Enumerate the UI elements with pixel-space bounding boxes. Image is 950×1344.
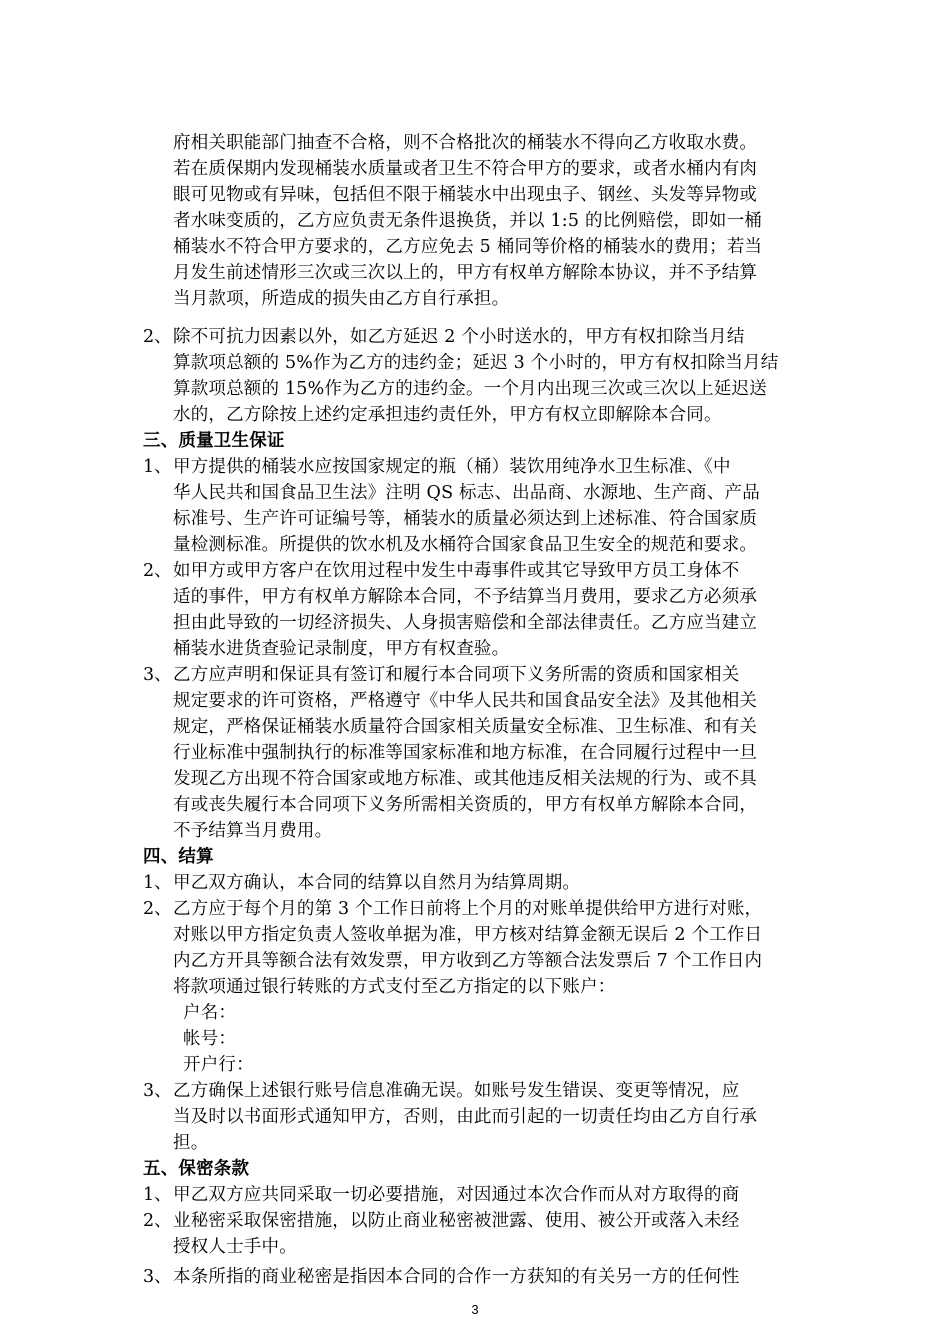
list-number: 2、: [143, 327, 172, 347]
text-line: 若在质保期内发现桶装水质量或者卫生不符合甲方的要求，或者水桶内有肉: [173, 159, 758, 179]
text-line: 发现乙方出现不符合国家或地方标准、或其他违反相关法规的行为、或不具: [173, 769, 758, 789]
text-line: 适的事件，甲方有权单方解除本合同，不予结算当月费用，要求乙方必须承: [173, 587, 758, 607]
list-number: 1、: [143, 457, 172, 477]
text-line: 眼可见物或有异味，包括但不限于桶装水中出现虫子、钢丝、头发等异物或: [173, 185, 758, 205]
text-line: 甲方提供的桶装水应按国家规定的瓶（桶）装饮用纯净水卫生标准、《中: [173, 457, 731, 477]
list-number: 3、: [143, 665, 172, 685]
text-line: 业秘密采取保密措施，以防止商业秘密被泄露、使用、被公开或落入未经: [173, 1211, 740, 1231]
text-line: 对账以甲方指定负责人签收单据为准，甲方核对结算金额无误后 2 个工作日: [173, 925, 763, 945]
text-line: 不予结算当月费用。: [173, 821, 333, 841]
text-line: 华人民共和国食品卫生法》注明 QS 标志、出品商、水源地、生产商、产品: [173, 483, 760, 503]
text-line: 除不可抗力因素以外，如乙方延迟 2 个小时送水的，甲方有权扣除当月结: [173, 327, 745, 347]
text-line: 甲乙双方应共同采取一切必要措施，对因通过本次合作而从对方取得的商: [173, 1185, 740, 1205]
text-line: 如甲方或甲方客户在饮用过程中发生中毒事件或其它导致甲方员工身体不: [173, 561, 740, 581]
text-line: 内乙方开具等额合法有效发票，甲方收到乙方等额合法发票后 7 个工作日内: [173, 951, 763, 971]
account-name-label: 户名：: [183, 1003, 237, 1023]
page-number: 3: [471, 1302, 479, 1317]
text-line: 授权人士手中。: [173, 1237, 297, 1257]
text-line: 算款项总额的 15%作为乙方的违约金。一个月内出现三次或三次以上延迟送: [173, 379, 767, 399]
list-number: 1、: [143, 873, 172, 893]
text-line: 担由此导致的一切经济损失、人身损害赔偿和全部法律责任。乙方应当建立: [173, 613, 758, 633]
text-line: 乙方应声明和保证具有签订和履行本合同项下义务所需的资质和国家相关: [173, 665, 740, 685]
bank-label: 开户行：: [183, 1055, 254, 1075]
text-line: 行业标准中强制执行的标准等国家标准和地方标准，在合同履行过程中一旦: [173, 743, 758, 763]
list-number: 2、: [143, 899, 172, 919]
list-number: 2、: [143, 1211, 172, 1231]
text-line: 桶装水进货查验记录制度，甲方有权查验。: [173, 639, 510, 659]
text-line: 乙方应于每个月的第 3 个工作日前将上个月的对账单提供给甲方进行对账，: [173, 899, 763, 919]
text-line: 当及时以书面形式通知甲方，否则，由此而引起的一切责任均由乙方自行承: [173, 1107, 758, 1127]
text-line: 月发生前述情形三次或三次以上的，甲方有权单方解除本协议，并不予结算: [173, 263, 758, 283]
text-line: 府相关职能部门抽查不合格，则不合格批次的桶装水不得向乙方收取水费。: [173, 133, 758, 153]
text-line: 标准号、生产许可证编号等，桶装水的质量必须达到上述标准、符合国家质: [173, 509, 758, 529]
list-number: 3、: [143, 1267, 172, 1287]
text-line: 规定要求的许可资格，严格遵守《中华人民共和国食品安全法》及其他相关: [173, 691, 758, 711]
section-heading-settlement: 四、结算: [143, 847, 214, 867]
text-line: 担。: [173, 1133, 209, 1153]
text-line: 乙方确保上述银行账号信息准确无误。如账号发生错误、变更等情况，应: [173, 1081, 740, 1101]
text-line: 有或丧失履行本合同项下义务所需相关资质的，甲方有权单方解除本合同，: [173, 795, 758, 815]
section-heading-quality: 三、质量卫生保证: [143, 431, 285, 451]
list-number: 2、: [143, 561, 172, 581]
list-number: 3、: [143, 1081, 172, 1101]
text-line: 量检测标准。所提供的饮水机及水桶符合国家食品卫生安全的规范和要求。: [173, 535, 758, 555]
text-line: 水的，乙方除按上述约定承担违约责任外，甲方有权立即解除本合同。: [173, 405, 722, 425]
list-number: 1、: [143, 1185, 172, 1205]
text-line: 将款项通过银行转账的方式支付至乙方指定的以下账户：: [173, 977, 616, 997]
section-heading-confidentiality: 五、保密条款: [143, 1159, 250, 1179]
text-line: 甲乙双方确认，本合同的结算以自然月为结算周期。: [173, 873, 581, 893]
account-number-label: 帐号：: [183, 1029, 237, 1049]
text-line: 本条所指的商业秘密是指因本合同的合作一方获知的有关另一方的任何性: [173, 1267, 740, 1287]
text-line: 者水味变质的，乙方应负责无条件退换货，并以 1:5 的比例赔偿，即如一桶: [173, 211, 762, 231]
text-line: 当月款项，所造成的损失由乙方自行承担。: [173, 289, 510, 309]
text-line: 桶装水不符合甲方要求的，乙方应免去 5 桶同等价格的桶装水的费用；若当: [173, 237, 763, 257]
text-line: 算款项总额的 5%作为乙方的违约金；延迟 3 个小时的，甲方有权扣除当月结: [173, 353, 779, 373]
text-line: 规定，严格保证桶装水质量符合国家相关质量安全标准、卫生标准、和有关: [173, 717, 758, 737]
